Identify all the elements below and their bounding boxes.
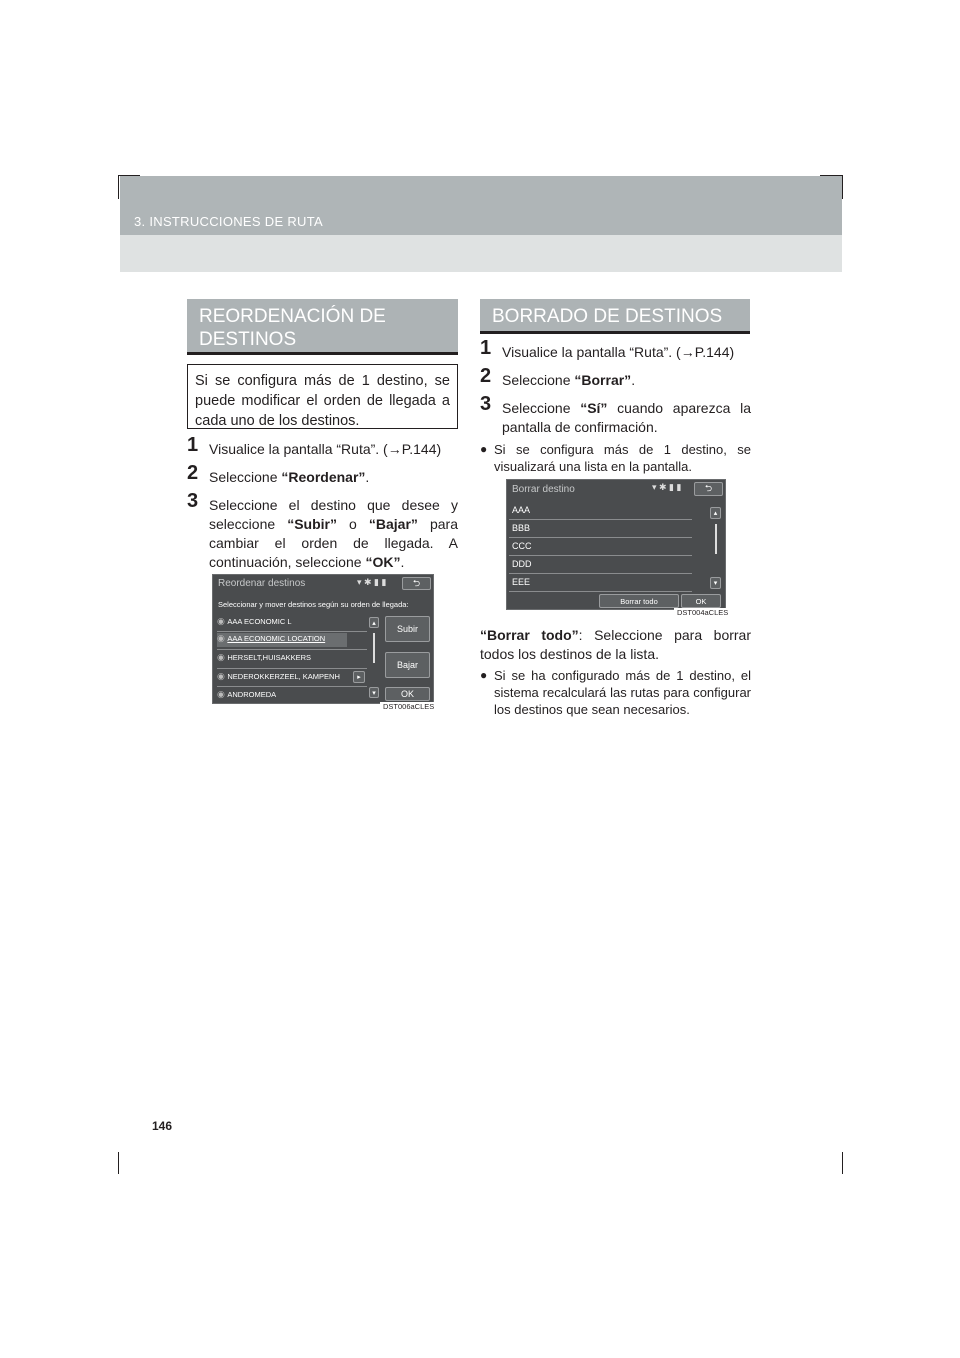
scrollbar[interactable] xyxy=(373,633,375,663)
step-text xyxy=(480,399,751,437)
option-borrar: “Borrar” xyxy=(574,372,632,388)
list-item-label: AAA ECONOMIC LOCATION xyxy=(227,634,326,643)
screen-instruction: Seleccionar y mover destinos según su orden de llegada: xyxy=(218,600,409,609)
divider xyxy=(217,686,367,687)
step-text-pre: Seleccione el destino que desee y seleccione xyxy=(209,497,458,532)
step-1 xyxy=(480,337,751,362)
list-item[interactable] xyxy=(217,616,347,630)
status-icons: ▾ ✱ ▮ ▮ xyxy=(652,482,682,492)
list-item-label: ANDROMEDA xyxy=(227,690,277,699)
scroll-down-button[interactable]: ▾ xyxy=(710,577,721,589)
step-text: Visualice la pantalla “Ruta”. (→P.144) xyxy=(209,441,442,457)
divider xyxy=(217,631,367,632)
step-number: 1 xyxy=(480,337,492,359)
scroll-right-button[interactable]: ▸ xyxy=(353,671,365,683)
step-text xyxy=(187,496,458,572)
list-item-label: AAA xyxy=(512,505,531,515)
step-text-post: . xyxy=(365,469,370,485)
description-text: : Seleccione para borrar todos los destinos de la lista. xyxy=(480,627,752,662)
step-number: 2 xyxy=(480,365,492,387)
option-reordenar: “Reordenar” xyxy=(281,469,366,485)
step-text-mid: para cambiar el orden de llegada. A continuación, seleccione xyxy=(209,516,458,570)
back-button[interactable] xyxy=(402,577,431,590)
step-number: 3 xyxy=(187,490,199,512)
figure-code: DST006aCLES xyxy=(380,702,437,712)
step-3 xyxy=(187,490,458,572)
step-2 xyxy=(480,365,751,390)
bullet-text: Si se ha configurado más de 1 destino, el sistema recalculará las rutas para configurar los destinos que sean necesarios. xyxy=(494,668,751,717)
step-text-pre: Seleccione xyxy=(502,400,581,416)
list-item[interactable] xyxy=(217,671,353,685)
list-item-label: DDD xyxy=(512,559,532,569)
step-text xyxy=(187,468,458,487)
list-item-selected[interactable] xyxy=(217,633,347,647)
chapter-title: 3. INSTRUCCIONES DE RUTA xyxy=(134,214,323,229)
step-text-mid: o xyxy=(336,516,369,532)
list-item[interactable] xyxy=(509,505,692,520)
bullet-icon: ● xyxy=(480,668,488,682)
intro-box: Si se configura más de 1 destino, se puede modificar el orden de llegada a cada uno de los destinos. xyxy=(187,364,458,429)
bullet-note xyxy=(480,441,751,475)
option-bajar: “Bajar” xyxy=(368,516,418,532)
list-item-label: NEDEROKKERZEEL, KAMPENH xyxy=(227,672,340,681)
list-item-label: AAA ECONOMIC L xyxy=(227,617,292,626)
crop-mark xyxy=(118,1152,119,1174)
borrar-todo-description xyxy=(480,626,751,664)
step-2 xyxy=(187,462,458,487)
bajar-button[interactable]: Bajar xyxy=(385,652,430,678)
divider xyxy=(217,649,367,650)
crop-mark xyxy=(842,175,843,199)
pin-icon: ◉ xyxy=(217,671,228,681)
figure-code: DST004aCLES xyxy=(674,608,731,618)
back-arrow-icon: ⮌ xyxy=(412,577,421,588)
step-text-post: . xyxy=(400,554,405,570)
header-strip xyxy=(120,235,842,272)
list-item[interactable] xyxy=(509,541,692,556)
scrollbar[interactable] xyxy=(715,524,717,554)
crop-mark xyxy=(118,175,119,199)
list-item-label: BBB xyxy=(512,523,531,533)
step-number: 3 xyxy=(480,393,492,415)
scroll-down-button[interactable]: ▾ xyxy=(369,687,379,698)
bullet-note xyxy=(480,667,751,718)
list-item-label: CCC xyxy=(512,541,532,551)
pin-icon: ◉ xyxy=(217,689,228,699)
pin-icon: ◉ xyxy=(217,633,228,643)
back-button[interactable] xyxy=(694,482,723,496)
pin-icon: ◉ xyxy=(217,616,228,626)
option-subir: “Subir” xyxy=(287,516,337,532)
list-item-label: EEE xyxy=(512,577,531,587)
ok-button[interactable]: OK xyxy=(681,594,721,608)
section-heading-delete: BORRADO DE DESTINOS xyxy=(480,299,750,334)
step-text-post: cuando aparezca la pantalla de confirmación. xyxy=(502,400,751,435)
bullet-icon: ● xyxy=(480,442,488,456)
step-text xyxy=(480,371,751,390)
list-item[interactable] xyxy=(509,559,692,574)
option-ok: “OK” xyxy=(365,554,401,570)
step-text: Visualice la pantalla “Ruta”. (→P.144) xyxy=(502,344,735,360)
option-borrar-todo: “Borrar todo” xyxy=(480,627,579,643)
ok-button[interactable]: OK xyxy=(385,687,430,701)
step-1 xyxy=(187,434,458,459)
crop-mark xyxy=(842,1152,843,1174)
scroll-up-button[interactable]: ▴ xyxy=(369,617,379,628)
list-item[interactable] xyxy=(509,577,692,592)
reorder-screen xyxy=(212,574,434,704)
list-item-label: HERSELT,HUISAKKERS xyxy=(227,653,311,662)
step-text-pre: Seleccione xyxy=(502,372,575,388)
divider xyxy=(217,668,367,669)
status-icons: ▾ ✱ ▮ ▮ xyxy=(357,577,387,587)
step-number: 2 xyxy=(187,462,199,484)
bullet-text: Si se configura más de 1 destino, se visualizará una lista en la pantalla. xyxy=(494,442,751,474)
pin-icon: ◉ xyxy=(217,652,228,662)
screen-title: Borrar destino xyxy=(512,484,575,495)
section-heading-reorder: REORDENACIÓN DE DESTINOS xyxy=(187,299,458,355)
step-number: 1 xyxy=(187,434,199,456)
list-item[interactable] xyxy=(509,523,692,538)
delete-screen xyxy=(506,479,726,610)
scroll-up-button[interactable]: ▴ xyxy=(710,507,721,519)
screen-title: Reordenar destinos xyxy=(218,578,306,589)
list-item[interactable] xyxy=(217,689,347,703)
subir-button[interactable]: Subir xyxy=(385,616,430,642)
list-item[interactable] xyxy=(217,652,347,666)
step-text-post: . xyxy=(631,372,636,388)
page-number: 146 xyxy=(152,1119,173,1133)
step-text-pre: Seleccione xyxy=(209,469,282,485)
option-si: “Sí” xyxy=(580,400,608,416)
step-3 xyxy=(480,393,751,437)
borrar-todo-button[interactable]: Borrar todo xyxy=(599,594,679,608)
back-arrow-icon: ⮌ xyxy=(704,483,713,493)
